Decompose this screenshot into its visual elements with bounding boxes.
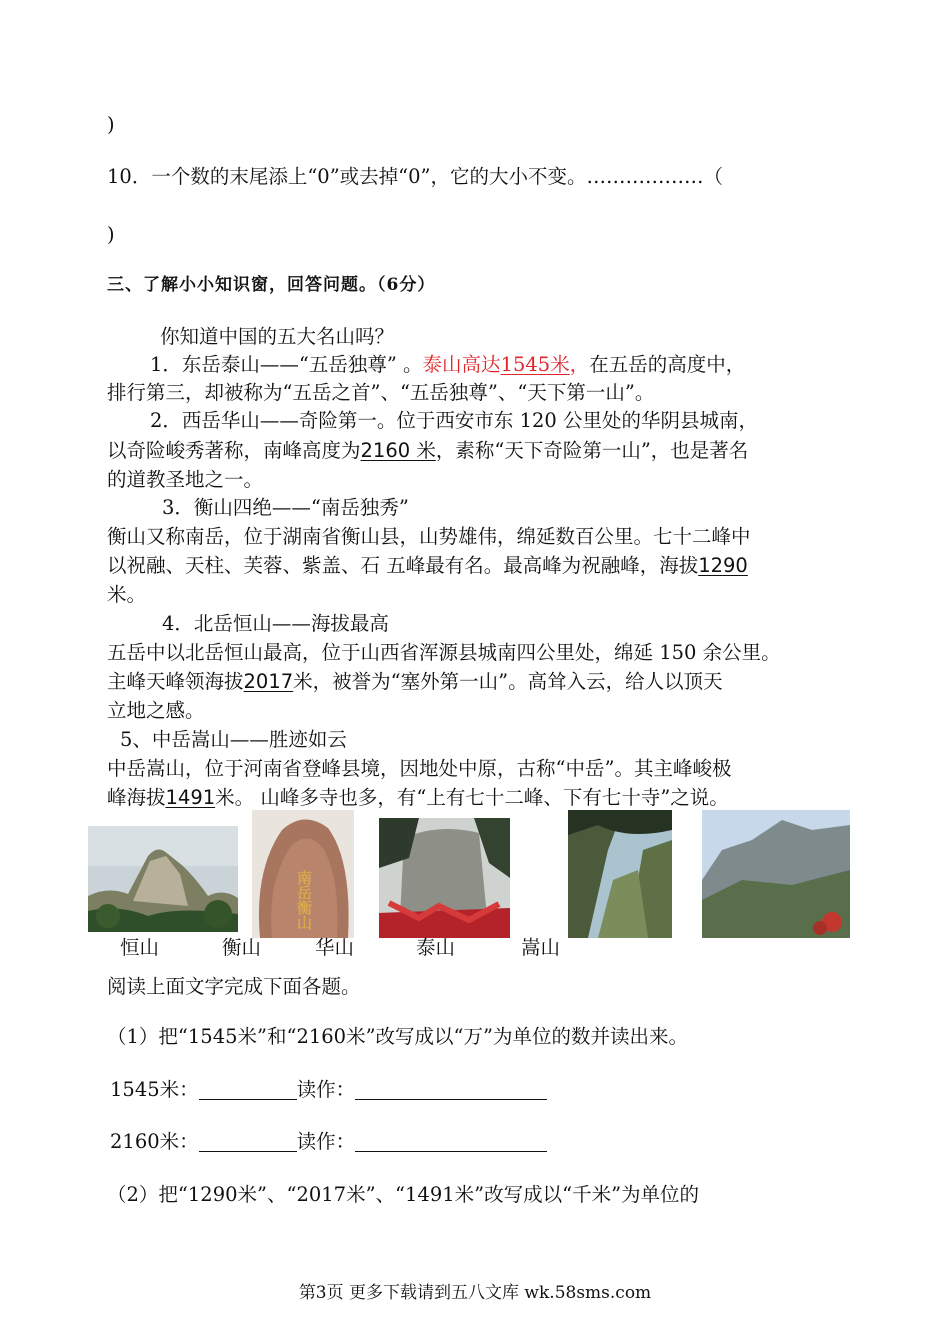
photo-songshan	[702, 810, 850, 938]
huashan-line1: 2．西岳华山——奇险第一。位于西安市东 120 公里处的华阴县城南，	[150, 409, 759, 432]
caption-songshan: 嵩山	[521, 936, 561, 959]
songshan-line1: 中岳嵩山，位于河南省登峰县境，因地处中原，古称“中岳”。其主峰峻极	[107, 757, 732, 780]
q1-row1	[110, 1077, 547, 1103]
huashan-line3: 的道教圣地之一。	[107, 468, 264, 491]
page-footer: 第3页 更多下载请到五八文库 wk.58sms.com	[298, 1283, 652, 1303]
hengshan-south-line1: 衡山又称南岳，位于湖南省衡山县，山势雄伟，绵延数百公里。七十二峰中	[107, 525, 751, 548]
photo-huashan	[379, 818, 510, 938]
hengshan-north-title: 4．北岳恒山——海拔最高	[162, 612, 389, 635]
passage-intro: 你知道中国的五大名山吗？	[160, 325, 395, 348]
photo-hengshan-south	[252, 810, 354, 938]
q10-text: 10．一个数的末尾添上“0”或去掉“0”，它的大小不变。………………（	[107, 165, 724, 188]
hengshan-north-line2: 主峰天峰领海拔2017米，被誉为“塞外第一山”。高耸入云，给人以顶天	[107, 670, 723, 693]
answer-blank-2160-read[interactable]	[355, 1131, 547, 1152]
answer-blank-1545-read[interactable]	[355, 1079, 547, 1100]
photo-taishan	[568, 810, 672, 938]
caption-huashan: 华山	[315, 936, 355, 959]
q1-row2	[110, 1129, 547, 1155]
q1-text: （1）把“1545米”和“2160米”改写成以“万”为单位的数并读出来。	[107, 1025, 688, 1048]
songshan-line2: 峰海拔1491米。 山峰多寺也多，有“上有七十二峰、下有七十寺”之说。	[107, 786, 729, 809]
hengshan-north-line1: 五岳中以北岳恒山最高，位于山西省浑源县城南四公里处，绵延 150 余公里。	[107, 641, 781, 664]
stone-inscription: 南岳衡山	[295, 870, 313, 930]
songshan-title: 5、中岳嵩山——胜迹如云	[120, 728, 347, 751]
caption-hengshan-south: 衡山	[222, 936, 262, 959]
hengshan-south-line3: 米。	[107, 583, 147, 606]
q9-closing-paren: )	[107, 113, 115, 136]
taishan-line1: 1．东岳泰山——“五岳独尊” 。泰山高达1545米，在五岳的高度中，	[150, 353, 746, 376]
q1-row1-label: 1545米：	[110, 1078, 199, 1101]
answer-blank-1545-wan[interactable]	[199, 1079, 297, 1100]
photo-hengshan-north	[88, 826, 238, 932]
taishan-line2: 排行第三，却被称为“五岳之首”、“五岳独尊”、“天下第一山”。	[107, 381, 655, 404]
read-label: 读作：	[296, 1078, 356, 1101]
answer-blank-2160-wan[interactable]	[199, 1131, 297, 1152]
hengshan-south-line2: 以祝融、天柱、芙蓉、紫盖、石 五峰最有名。最高峰为祝融峰，海拔1290	[107, 554, 748, 577]
section3-heading: 三、了解小小知识窗，回答问题。（6分）	[107, 275, 436, 295]
instruction: 阅读上面文字完成下面各题。	[107, 975, 361, 998]
hengshan-north-line3: 立地之感。	[107, 699, 205, 722]
q10-closing-paren: )	[107, 223, 115, 246]
caption-hengshan-north: 恒山	[120, 936, 160, 959]
read-label: 读作：	[296, 1130, 356, 1153]
q2-text: （2）把“1290米”、“2017米”、“1491米”改写成以“千米”为单位的	[107, 1183, 700, 1206]
hengshan-south-title: 3．衡山四绝——“南岳独秀”	[162, 496, 409, 519]
q1-row2-label: 2160米：	[110, 1130, 199, 1153]
caption-taishan: 泰山	[416, 936, 456, 959]
huashan-line2: 以奇险峻秀著称，南峰高度为2160 米，素称“天下奇险第一山”，也是著名	[107, 439, 749, 462]
